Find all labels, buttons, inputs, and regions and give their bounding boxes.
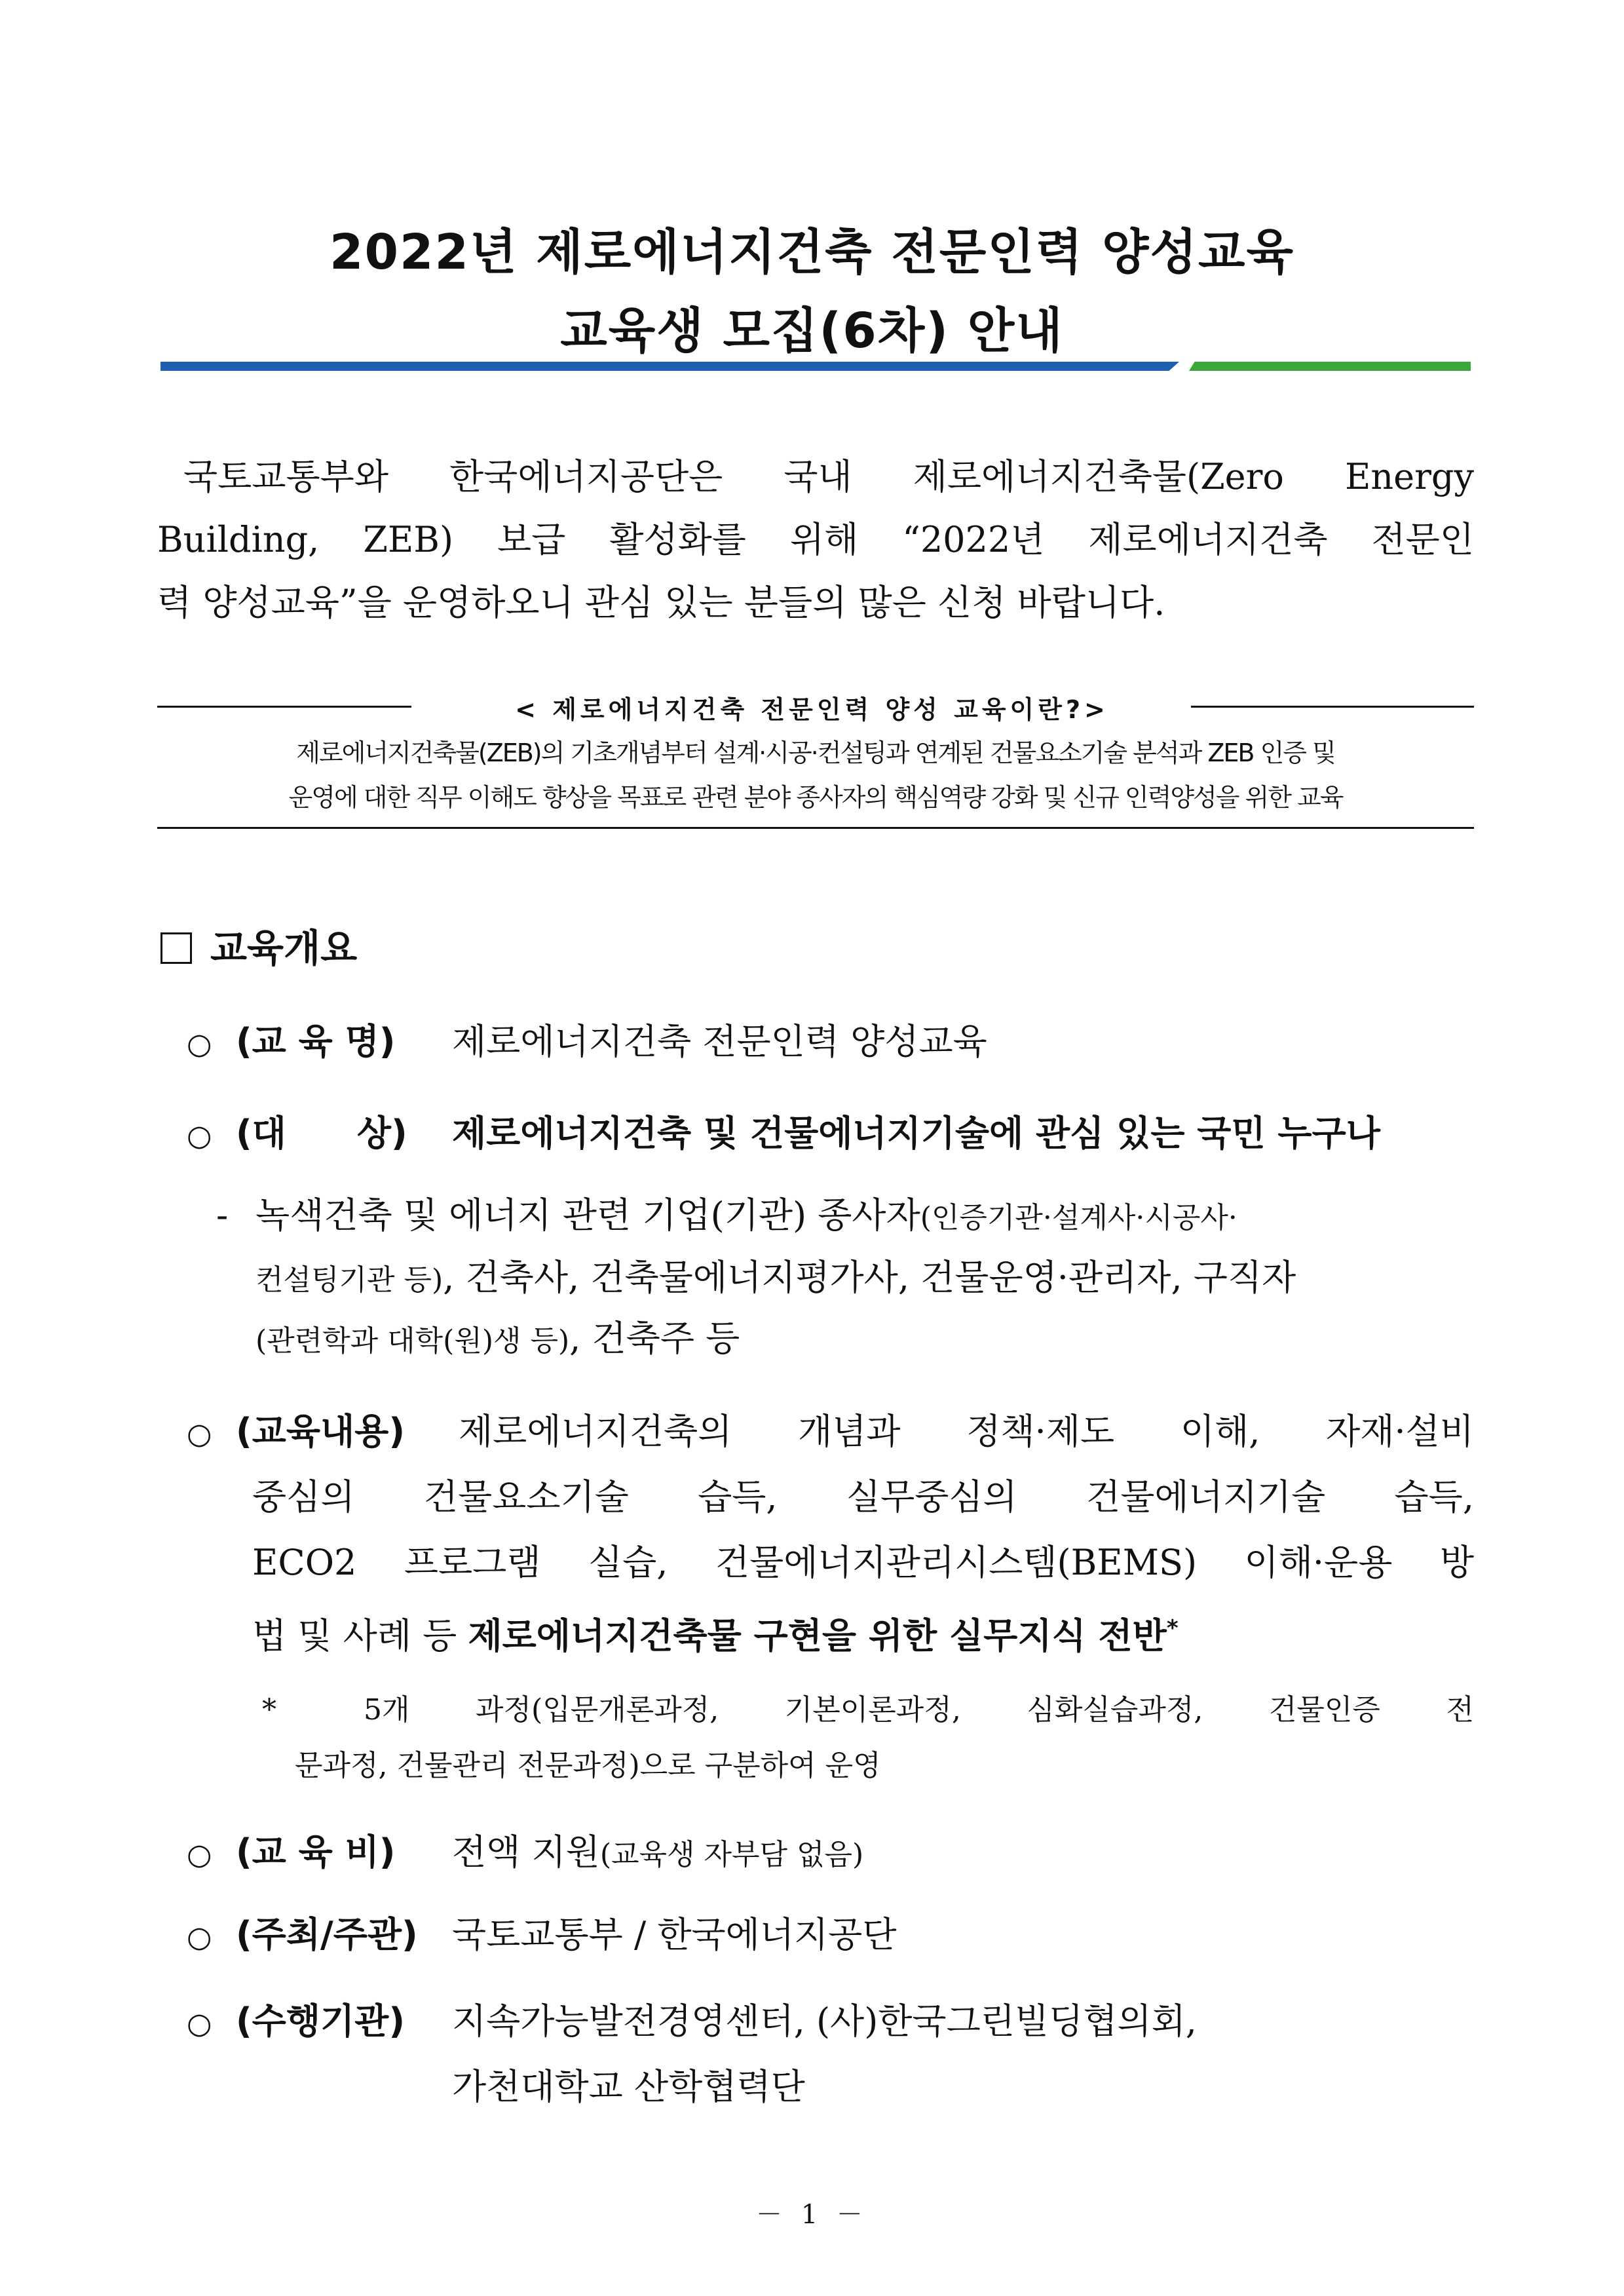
title-underline-blue — [161, 362, 1179, 371]
item-target-value: 제로에너지건축 및 건물에너지기술에 관심 있는 국민 누구나 — [452, 1113, 1380, 1154]
bullet-icon: ○ — [187, 1417, 212, 1451]
item-content-note1-text: 5개 과정(입문개론과정, 기본이론과정, 심화실습과정, 건물인증 전 — [364, 1693, 1474, 1727]
bullet-icon: ○ — [187, 1838, 212, 1871]
box-line2: 운영에 대한 직무 이해도 향상을 목표로 관련 분야 종사자의 핵심역량 강화 및 신규 인력양성을 위한 교육 — [288, 783, 1343, 812]
item-target-label: (대 상) — [236, 1113, 407, 1154]
item-host-label: (주최/주관) — [236, 1914, 418, 1955]
item-agency-line1: 지속가능발전경영센터, (사)한국그린빌딩협의회, — [452, 2000, 1197, 2042]
item-target-sub1-small: (인증기관·설계사·시공사· — [920, 1201, 1237, 1234]
item-agency-label: (수행기관) — [236, 2000, 406, 2042]
bullet-icon: ○ — [187, 1119, 212, 1153]
title-underline-green — [1189, 362, 1471, 371]
box-heading: < 제로에너지건축 전문인력 양성 교육이란?> — [515, 695, 1109, 724]
item-name-label: (교 육 명) — [236, 1021, 396, 1062]
item-target-sub1-text — [255, 1186, 1237, 1248]
item-name-value: 제로에너지건축 전문인력 양성교육 — [452, 1021, 987, 1062]
note-asterisk: * — [262, 1693, 276, 1727]
item-content-line4-bold: 제로에너지건축물 구현을 위한 실무지식 전반 — [468, 1615, 1167, 1656]
dash-icon: - — [216, 1195, 229, 1236]
box-line1: 제로에너지건축물(ZEB)의 기초개념부터 설계·시공·컨설팅과 연계된 건물요소기술 분석과 ZEB 인증 및 — [296, 738, 1335, 767]
item-target-sub2-text — [255, 1248, 1296, 1310]
bullet-icon: ○ — [187, 2007, 212, 2040]
item-target-sub3-text — [255, 1309, 740, 1371]
section-title: 교육개요 — [210, 926, 358, 970]
page-number: － 1 － — [756, 2200, 868, 2230]
item-content-note2: 문과정, 건물관리 전문과정)으로 구분하여 운영 — [295, 1749, 881, 1782]
item-cost-note: (교육생 자부담 없음) — [599, 1838, 864, 1871]
item-cost-label: (교 육 비) — [236, 1831, 396, 1873]
item-host-value: 국토교통부 / 한국에너지공단 — [452, 1914, 897, 1955]
bullet-icon: ○ — [187, 1921, 212, 1954]
item-cost-value: 전액 지원 — [452, 1831, 600, 1873]
footnote-mark: * — [1166, 1615, 1179, 1641]
intro-line3: 력 양성교육”을 운영하오니 관심 있는 분들의 많은 신청 바랍니다. — [157, 582, 1165, 623]
page-title-line2: 교육생 모집(6차) 안내 — [560, 303, 1064, 359]
item-cost-text — [452, 1823, 863, 1885]
item-target-sub1-main: 녹색건축 및 에너지 관련 기업(기관) 종사자 — [255, 1195, 920, 1236]
item-content-line4 — [252, 1599, 1474, 1666]
section-heading — [161, 917, 357, 972]
bullet-icon: ○ — [187, 1027, 212, 1061]
item-target-sub2-small: 컨설팅기관 등) — [255, 1263, 444, 1297]
item-content-line4-plain: 법 및 사례 등 — [252, 1615, 468, 1656]
item-content-line3: ECO2 프로그램 실습, 건물에너지관리시스템(BEMS) 이해·운용 방 — [252, 1542, 1474, 1583]
item-content-label: (교육내용) — [236, 1411, 406, 1452]
item-target-sub2-main: , 건축사, 건축물에너지평가사, 건물운영·관리자, 구직자 — [443, 1257, 1296, 1298]
page-title-line1: 2022년 제로에너지건축 전문인력 양성교육 — [330, 224, 1294, 280]
item-target-sub3-small: (관련학과 대학(원)생 등) — [255, 1324, 570, 1358]
item-content-line1: 제로에너지건축의 개념과 정책·제도 이해, 자재·설비 — [459, 1411, 1474, 1452]
item-target-sub3-main: , 건축주 등 — [569, 1318, 740, 1359]
intro-line2: Building, ZEB) 보급 활성화를 위해 “2022년 제로에너지건축 전문인 — [157, 519, 1474, 560]
checkbox-icon — [161, 932, 192, 964]
intro-line1: 국토교통부와 한국에너지공단은 국내 제로에너지건축물(Zero Energy — [183, 456, 1474, 497]
item-agency-line2: 가천대학교 산학협력단 — [452, 2066, 805, 2107]
box-rule-bottom — [157, 827, 1474, 829]
item-content-line2: 중심의 건물요소기술 습득, 실무중심의 건물에너지기술 습득, — [252, 1476, 1474, 1518]
